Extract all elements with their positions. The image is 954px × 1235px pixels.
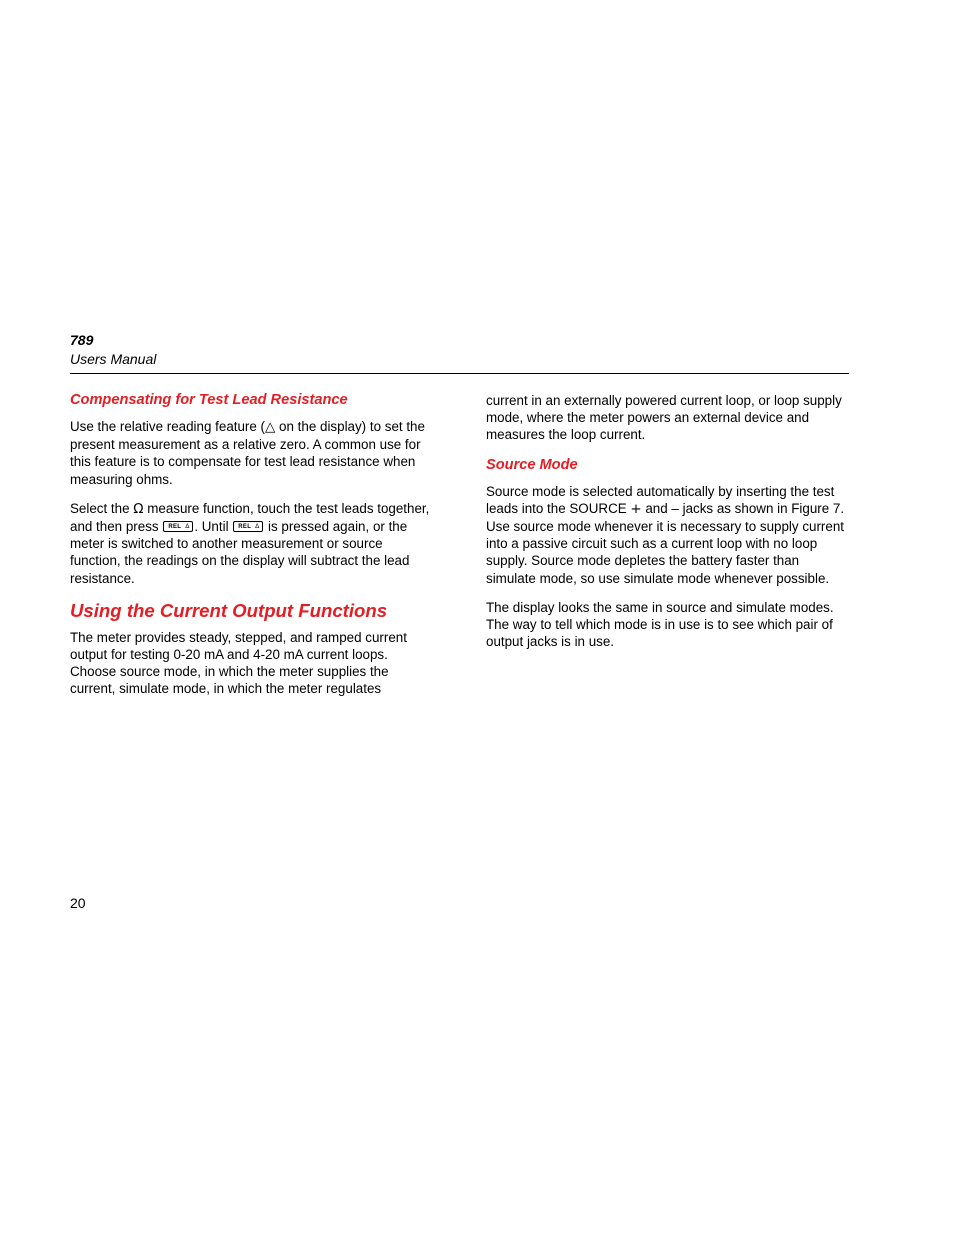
heading-compensating: Compensating for Test Lead Resistance xyxy=(70,392,348,408)
ohm-symbol: Ω xyxy=(133,501,144,517)
rel-key-icon xyxy=(233,521,263,532)
heading-source-mode: Source Mode xyxy=(486,456,578,473)
text-segment: jacks as shown in Figure 7. Use source mode whenever it is necessary to supply current into a passive circuit such as a current loop with no loop supply. Source mode depletes the battery faster than simulate mode, so use simulate mode whenever possible. xyxy=(486,500,845,586)
paragraph-select-ohms xyxy=(70,500,432,587)
rel-key-label: REL xyxy=(168,524,182,531)
rel-key-label: REL xyxy=(238,524,252,531)
manual-title: Users Manual xyxy=(70,351,157,367)
model-number: 789 xyxy=(70,332,94,348)
rel-key-delta: Δ xyxy=(185,523,190,531)
paragraph-relative-reading xyxy=(70,418,432,488)
plus-symbol: + xyxy=(630,501,642,517)
minus-symbol: – xyxy=(671,500,679,516)
rel-key-icon xyxy=(163,521,193,532)
paragraph-current-output: The meter provides steady, stepped, and ramped current output for testing 0-20 mA and 4-20 mA current loops. Choose source mode, in which the meter supplies the current, simulate mode, in which the meter regulates xyxy=(70,629,407,697)
relative-triangle-icon: △ xyxy=(265,420,276,435)
page-number: 20 xyxy=(70,895,86,911)
text-segment: and xyxy=(641,500,672,516)
text-segment: is pressed again, or the meter is switched to another measurement or source function, the readings on the display will subtract the lead resistance. xyxy=(70,519,410,586)
text-segment: measure function, touch the test leads together, and then press xyxy=(70,500,430,535)
left-column xyxy=(70,391,432,710)
right-column xyxy=(486,392,851,662)
paragraph-continued: current in an externally powered current loop, or loop supply mode, where the meter powers an external device and measures the loop current. xyxy=(486,393,842,443)
text-segment: Source mode is selected automatically by inserting the test leads into the SOURCE xyxy=(486,483,835,516)
text-segment: on the display) to set the present measurement as a relative zero. A common use for this feature is to compensate for test lead resistance when measuring ohms. xyxy=(70,419,425,487)
text-segment: Select the xyxy=(70,500,134,516)
paragraph-display-modes: The display looks the same in source and simulate modes. The way to tell which mode is in use is to see which pair of output jacks is in use. xyxy=(486,599,834,650)
text-segment: Use the relative reading feature ( xyxy=(70,419,266,434)
header-rule xyxy=(70,373,849,374)
text-segment: . Until xyxy=(194,519,233,535)
rel-key-delta: Δ xyxy=(255,523,260,531)
paragraph-source-mode xyxy=(486,483,851,587)
page-header xyxy=(70,331,849,368)
heading-current-output: Using the Current Output Functions xyxy=(70,599,388,621)
